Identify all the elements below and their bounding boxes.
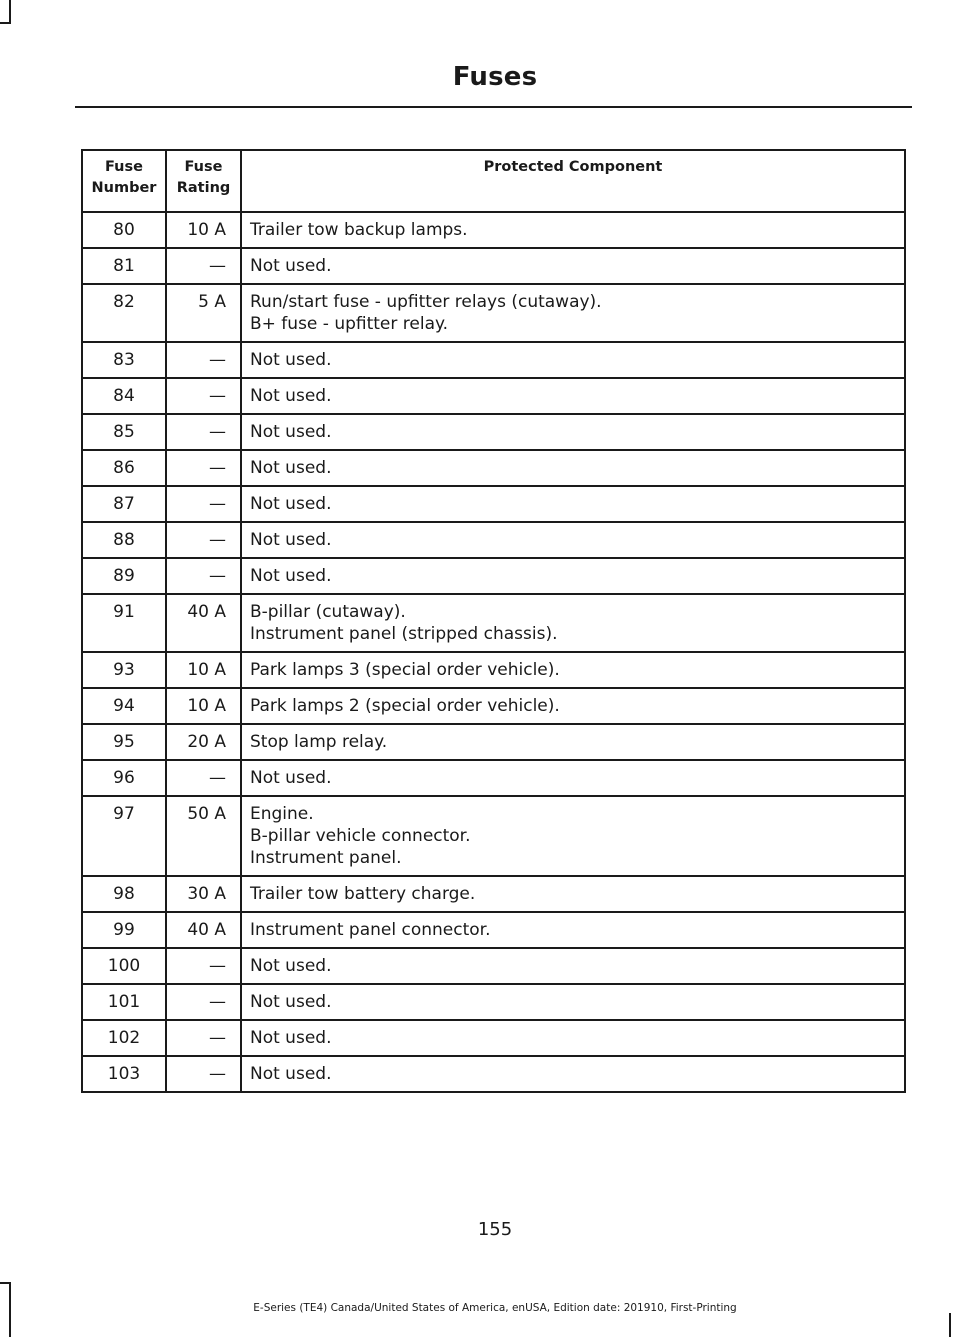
fuse-number-cell: 83 bbox=[82, 342, 166, 378]
table-row bbox=[82, 948, 905, 984]
table-row bbox=[82, 558, 905, 594]
protected-component-cell bbox=[241, 724, 905, 760]
fuse-rating-cell: — bbox=[166, 948, 241, 984]
component-line: Not used. bbox=[250, 768, 332, 788]
protected-component-cell bbox=[241, 796, 905, 876]
fuse-number-cell: 100 bbox=[82, 948, 166, 984]
table-row bbox=[82, 760, 905, 796]
fuse-rating-cell: — bbox=[166, 450, 241, 486]
fuse-number-cell: 88 bbox=[82, 522, 166, 558]
fuse-rating-cell: — bbox=[166, 984, 241, 1020]
component-line: Not used. bbox=[250, 992, 332, 1012]
protected-component-cell bbox=[241, 760, 905, 796]
fuse-rating-cell: — bbox=[166, 378, 241, 414]
fuse-rating-cell: 40 A bbox=[166, 912, 241, 948]
protected-component-cell bbox=[241, 342, 905, 378]
table-header-row bbox=[82, 150, 905, 212]
table-row bbox=[82, 248, 905, 284]
fuse-rating-cell: — bbox=[166, 1020, 241, 1056]
table-row bbox=[82, 342, 905, 378]
fuse-number-cell: 82 bbox=[82, 284, 166, 342]
protected-component-cell bbox=[241, 876, 905, 912]
protected-component-cell bbox=[241, 248, 905, 284]
component-line: Engine. bbox=[250, 804, 314, 824]
fuse-number-cell: 91 bbox=[82, 594, 166, 652]
fuse-number-cell: 80 bbox=[82, 212, 166, 248]
fuse-rating-cell: 5 A bbox=[166, 284, 241, 342]
component-line: Park lamps 3 (special order vehicle). bbox=[250, 660, 560, 680]
component-line: Not used. bbox=[250, 386, 332, 406]
page-footer: E-Series (TE4) Canada/United States of America, enUSA, Edition date: 201910, First-Printing bbox=[253, 1302, 737, 1314]
component-line: Not used. bbox=[250, 1064, 332, 1084]
page-title: Fuses bbox=[452, 62, 538, 92]
table-row bbox=[82, 284, 905, 342]
header-fuse-rating: Fuse Rating bbox=[166, 150, 241, 212]
protected-component-cell bbox=[241, 522, 905, 558]
fuse-rating-cell: 10 A bbox=[166, 212, 241, 248]
crop-mark bbox=[0, 22, 11, 24]
fuse-rating-cell: 40 A bbox=[166, 594, 241, 652]
fuse-number-cell: 96 bbox=[82, 760, 166, 796]
table-row bbox=[82, 724, 905, 760]
fuse-rating-cell: 30 A bbox=[166, 876, 241, 912]
component-line: B+ fuse - upfitter relay. bbox=[250, 314, 449, 334]
fuse-number-cell: 94 bbox=[82, 688, 166, 724]
component-line: Instrument panel (stripped chassis). bbox=[250, 624, 558, 644]
protected-component-cell bbox=[241, 948, 905, 984]
protected-component-cell bbox=[241, 450, 905, 486]
component-line: Trailer tow backup lamps. bbox=[250, 220, 468, 240]
header-fuse-number: Fuse Number bbox=[82, 150, 166, 212]
fuse-number-cell: 102 bbox=[82, 1020, 166, 1056]
fuse-rating-cell: — bbox=[166, 558, 241, 594]
component-line: Run/start fuse - upfitter relays (cutaway). bbox=[250, 292, 602, 312]
fuse-number-cell: 97 bbox=[82, 796, 166, 876]
table-row bbox=[82, 652, 905, 688]
protected-component-cell bbox=[241, 284, 905, 342]
component-line: Not used. bbox=[250, 350, 332, 370]
fuse-table-body bbox=[82, 212, 905, 1092]
fuse-rating-cell: 20 A bbox=[166, 724, 241, 760]
crop-mark bbox=[9, 0, 11, 24]
component-line: Not used. bbox=[250, 256, 332, 276]
component-line: Instrument panel connector. bbox=[250, 920, 491, 940]
fuse-number-cell: 87 bbox=[82, 486, 166, 522]
protected-component-cell bbox=[241, 652, 905, 688]
component-line: Trailer tow battery charge. bbox=[250, 884, 476, 904]
fuse-rating-cell: — bbox=[166, 1056, 241, 1092]
title-divider bbox=[75, 106, 912, 108]
component-line: Stop lamp relay. bbox=[250, 732, 388, 752]
component-line: Not used. bbox=[250, 956, 332, 976]
fuse-number-cell: 99 bbox=[82, 912, 166, 948]
protected-component-cell bbox=[241, 212, 905, 248]
page-number: 155 bbox=[477, 1219, 513, 1240]
protected-component-cell bbox=[241, 1020, 905, 1056]
fuse-table bbox=[81, 149, 906, 1093]
fuse-number-cell: 103 bbox=[82, 1056, 166, 1092]
fuse-number-cell: 95 bbox=[82, 724, 166, 760]
component-line: Not used. bbox=[250, 458, 332, 478]
fuse-rating-cell: 50 A bbox=[166, 796, 241, 876]
fuse-rating-cell: — bbox=[166, 760, 241, 796]
protected-component-cell bbox=[241, 486, 905, 522]
component-line: Not used. bbox=[250, 530, 332, 550]
table-row bbox=[82, 414, 905, 450]
component-line: Not used. bbox=[250, 422, 332, 442]
table-row bbox=[82, 1056, 905, 1092]
protected-component-cell bbox=[241, 984, 905, 1020]
component-line: Not used. bbox=[250, 494, 332, 514]
protected-component-cell bbox=[241, 688, 905, 724]
table-row bbox=[82, 594, 905, 652]
table-row bbox=[82, 486, 905, 522]
protected-component-cell bbox=[241, 414, 905, 450]
crop-mark bbox=[0, 1282, 11, 1284]
protected-component-cell bbox=[241, 594, 905, 652]
fuse-rating-cell: — bbox=[166, 522, 241, 558]
fuse-rating-cell: — bbox=[166, 342, 241, 378]
protected-component-cell bbox=[241, 378, 905, 414]
fuse-number-cell: 81 bbox=[82, 248, 166, 284]
fuse-number-cell: 101 bbox=[82, 984, 166, 1020]
fuse-number-cell: 98 bbox=[82, 876, 166, 912]
crop-mark bbox=[949, 1313, 951, 1337]
fuse-number-cell: 86 bbox=[82, 450, 166, 486]
table-row bbox=[82, 876, 905, 912]
fuse-number-cell: 89 bbox=[82, 558, 166, 594]
component-line: Not used. bbox=[250, 1028, 332, 1048]
fuse-rating-cell: — bbox=[166, 486, 241, 522]
table-row bbox=[82, 796, 905, 876]
table-row bbox=[82, 212, 905, 248]
table-row bbox=[82, 450, 905, 486]
table-row bbox=[82, 378, 905, 414]
fuse-number-cell: 93 bbox=[82, 652, 166, 688]
fuse-rating-cell: — bbox=[166, 414, 241, 450]
table-row bbox=[82, 912, 905, 948]
header-protected-component: Protected Component bbox=[241, 150, 905, 212]
table-row bbox=[82, 1020, 905, 1056]
component-line: Not used. bbox=[250, 566, 332, 586]
table-row bbox=[82, 688, 905, 724]
fuse-rating-cell: 10 A bbox=[166, 652, 241, 688]
protected-component-cell bbox=[241, 1056, 905, 1092]
fuse-number-cell: 84 bbox=[82, 378, 166, 414]
fuse-rating-cell: — bbox=[166, 248, 241, 284]
table-row bbox=[82, 522, 905, 558]
component-line: B-pillar (cutaway). bbox=[250, 602, 406, 622]
fuse-rating-cell: 10 A bbox=[166, 688, 241, 724]
component-line: Instrument panel. bbox=[250, 848, 402, 868]
component-line: Park lamps 2 (special order vehicle). bbox=[250, 696, 560, 716]
component-line: B-pillar vehicle connector. bbox=[250, 826, 471, 846]
fuse-number-cell: 85 bbox=[82, 414, 166, 450]
protected-component-cell bbox=[241, 558, 905, 594]
protected-component-cell bbox=[241, 912, 905, 948]
table-row bbox=[82, 984, 905, 1020]
